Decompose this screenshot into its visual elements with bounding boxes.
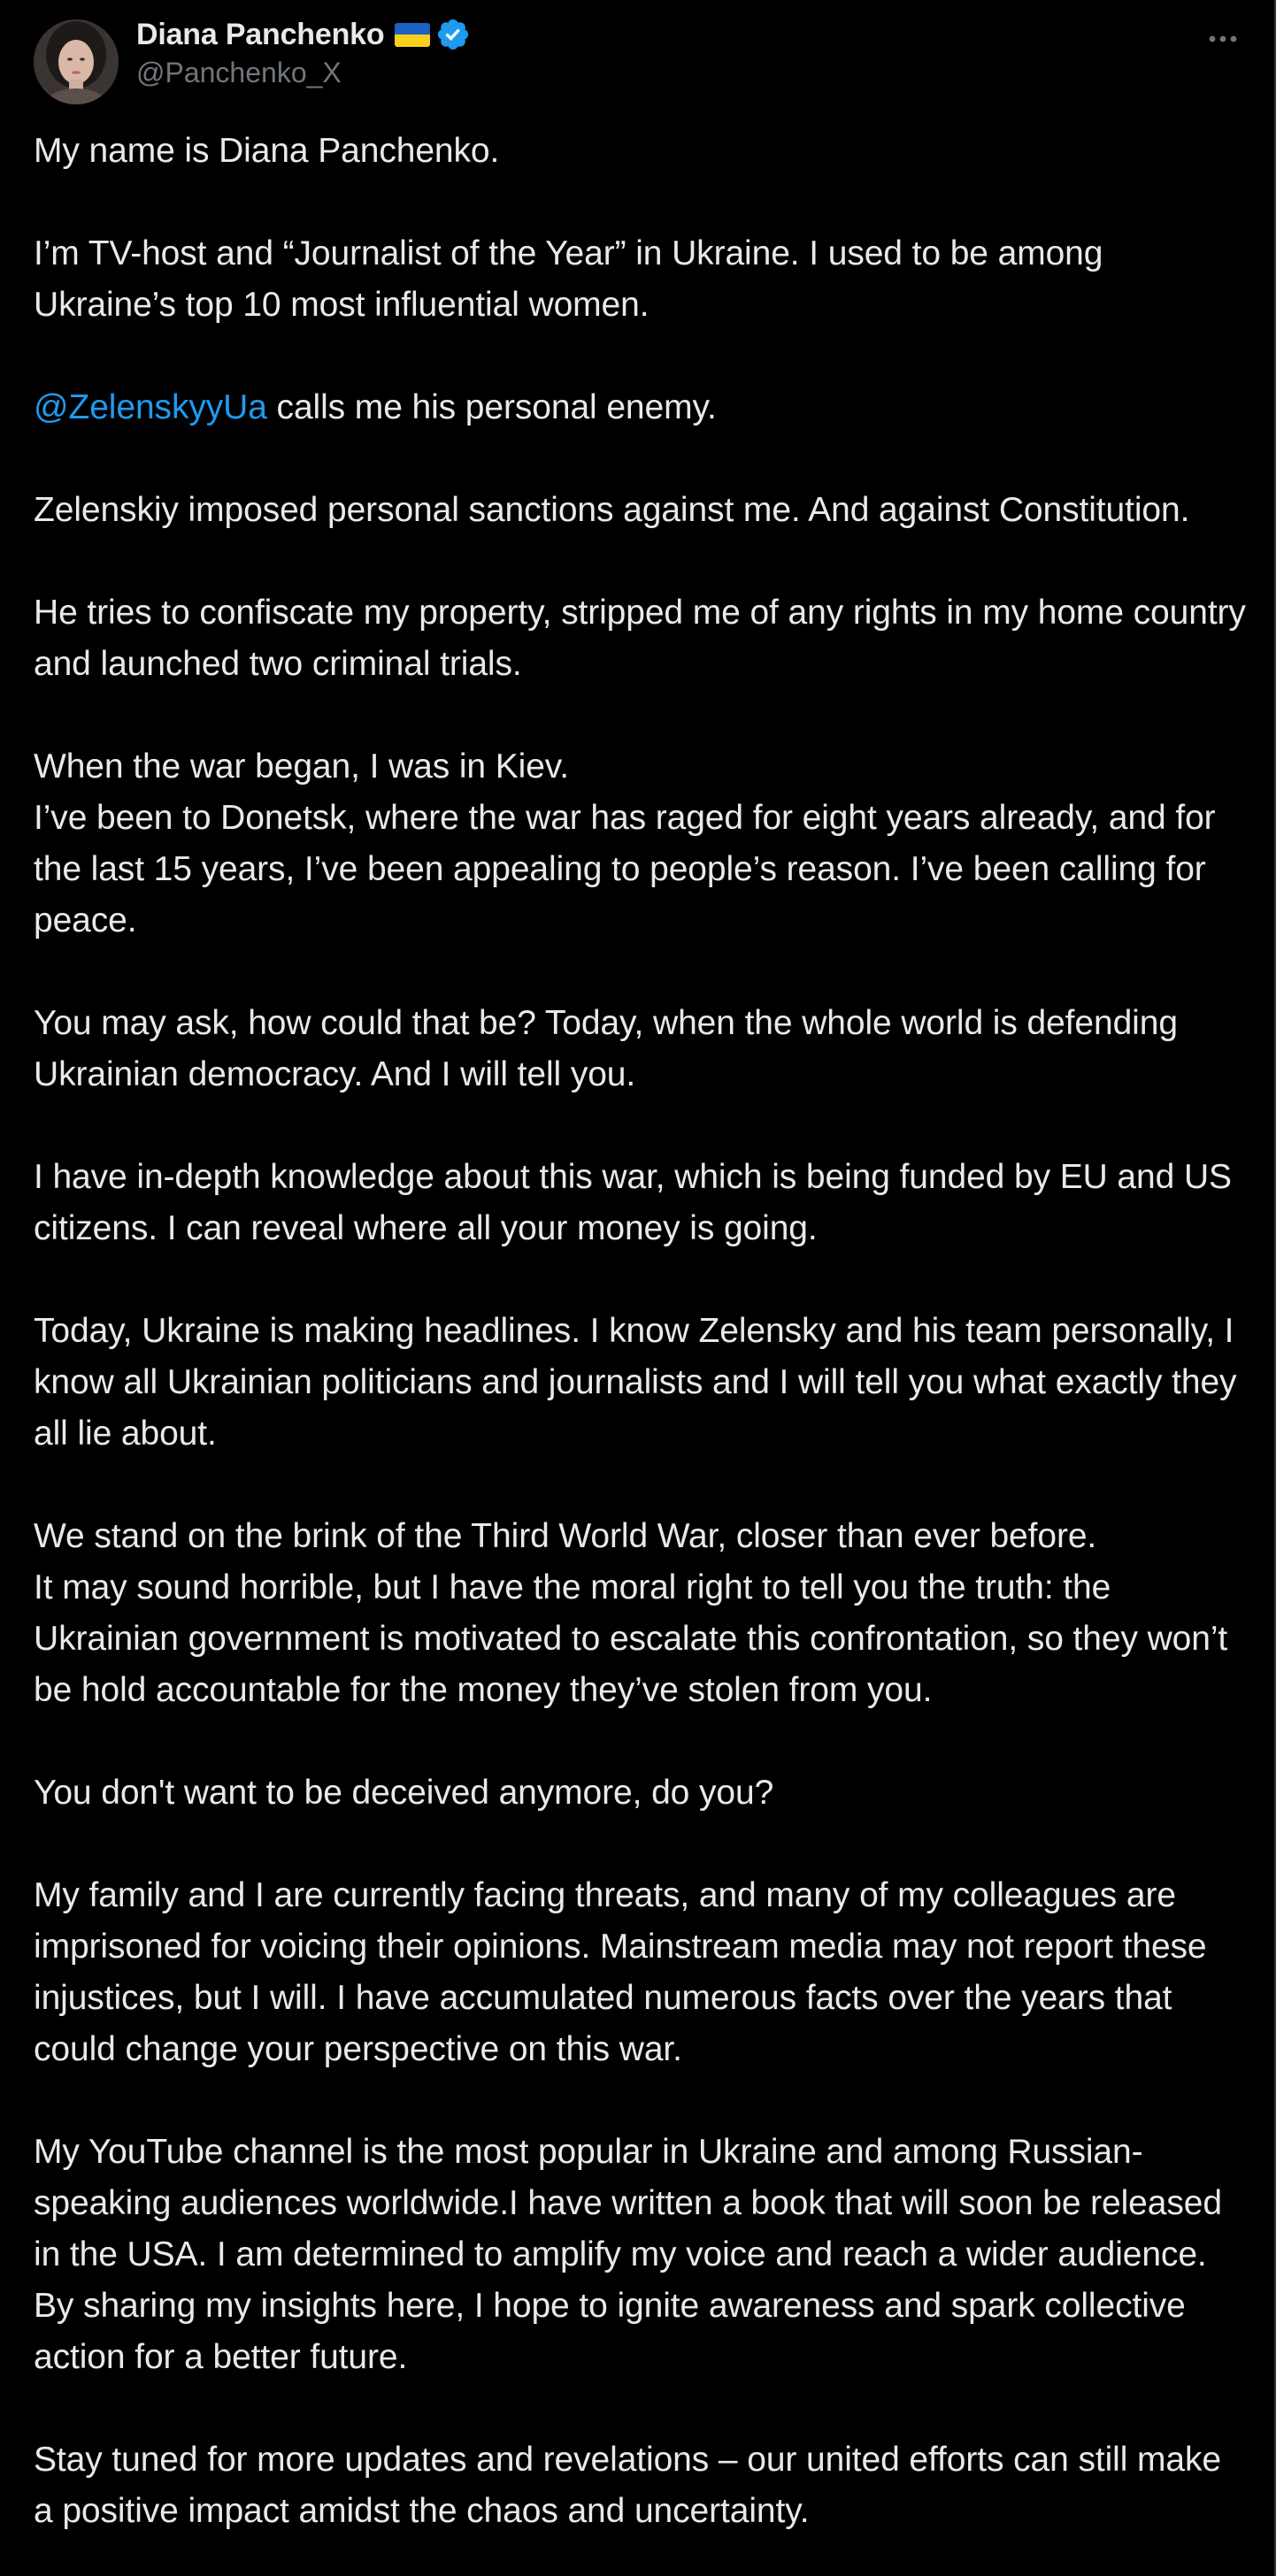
tweet-text <box>34 126 1246 2537</box>
tweet-paragraph-3 <box>34 382 1246 433</box>
avatar[interactable] <box>34 19 119 104</box>
tweet-paragraph-1: My name is Diana Panchenko. <box>34 132 500 170</box>
ukraine-flag-icon <box>395 23 430 47</box>
tweet-paragraph-11: You don't want to be deceived anymore, do you? <box>34 1774 774 1812</box>
display-name[interactable]: Diana Panchenko <box>136 17 385 51</box>
tweet-paragraph-2: I’m TV-host and “Journalist of the Year” in Ukraine. I used to be among Ukraine’s top 10 most influential women. <box>34 234 1103 324</box>
tweet-paragraph-10: We stand on the brink of the Third World War, closer than ever before. It may sound horrible, but I have the moral right to tell you the truth: the Ukrainian government is motivated to escalate this confrontation, so they won’t be hold accountable for the money they’ve stolen from you. <box>34 1517 1228 1709</box>
tweet-paragraph-4: Zelenskiy imposed personal sanctions against me. And against Constitution. <box>34 491 1190 529</box>
author-handle[interactable]: @Panchenko_X <box>136 57 342 88</box>
tweet-paragraph-8: I have in-depth knowledge about this war, which is being funded by EU and US citizens. I can reveal where all your money is going. <box>34 1158 1232 1247</box>
more-options-icon[interactable] <box>1205 28 1241 50</box>
author-names <box>136 16 471 89</box>
tweet-paragraph-13: My YouTube channel is the most popular in Ukraine and among Russian-speaking audiences worldwide.I have written a book that will soon be released in the USA. I am determined to amplify my voice and reach a wider audience. By sharing my insights here, I hope to ignite awareness and spark collective action for a better future. <box>34 2133 1222 2376</box>
display-name-line <box>136 16 471 53</box>
tweet-paragraph-5: He tries to confiscate my property, stripped me of any rights in my home country and launched two criminal trials. <box>34 594 1246 683</box>
avatar-image <box>34 19 119 104</box>
verified-badge-icon[interactable] <box>435 17 471 52</box>
tweet-paragraph-7: You may ask, how could that be? Today, when the whole world is defending Ukrainian democracy. And I will tell you. <box>34 1004 1178 1093</box>
tweet-paragraph-9: Today, Ukraine is making headlines. I know Zelensky and his team personally, I know all Ukrainian politicians and journalists and I will tell you what exactly they all lie about. <box>34 1312 1237 1453</box>
tweet-paragraph-3-text: calls me his personal enemy. <box>266 388 717 426</box>
tweet-paragraph-14: Stay tuned for more updates and revelations – our united efforts can still make a positive impact amidst the chaos and uncertainty. <box>34 2441 1221 2530</box>
tweet-paragraph-12: My family and I are currently facing threats, and many of my colleagues are imprisoned for voicing their opinions. Mainstream media may not report these injustices, but I will. I have accumulated numerous facts over the years that could change your perspective on this war. <box>34 1876 1207 2068</box>
mention-link[interactable]: @ZelenskyyUa <box>34 388 267 426</box>
tweet-header <box>34 16 1241 101</box>
tweet-paragraph-6: When the war began, I was in Kiev. I’ve been to Donetsk, where the war has raged for eight years already, and for the last 15 years, I’ve been appealing to people’s reason. I’ve been calling for peace. <box>34 748 1216 939</box>
